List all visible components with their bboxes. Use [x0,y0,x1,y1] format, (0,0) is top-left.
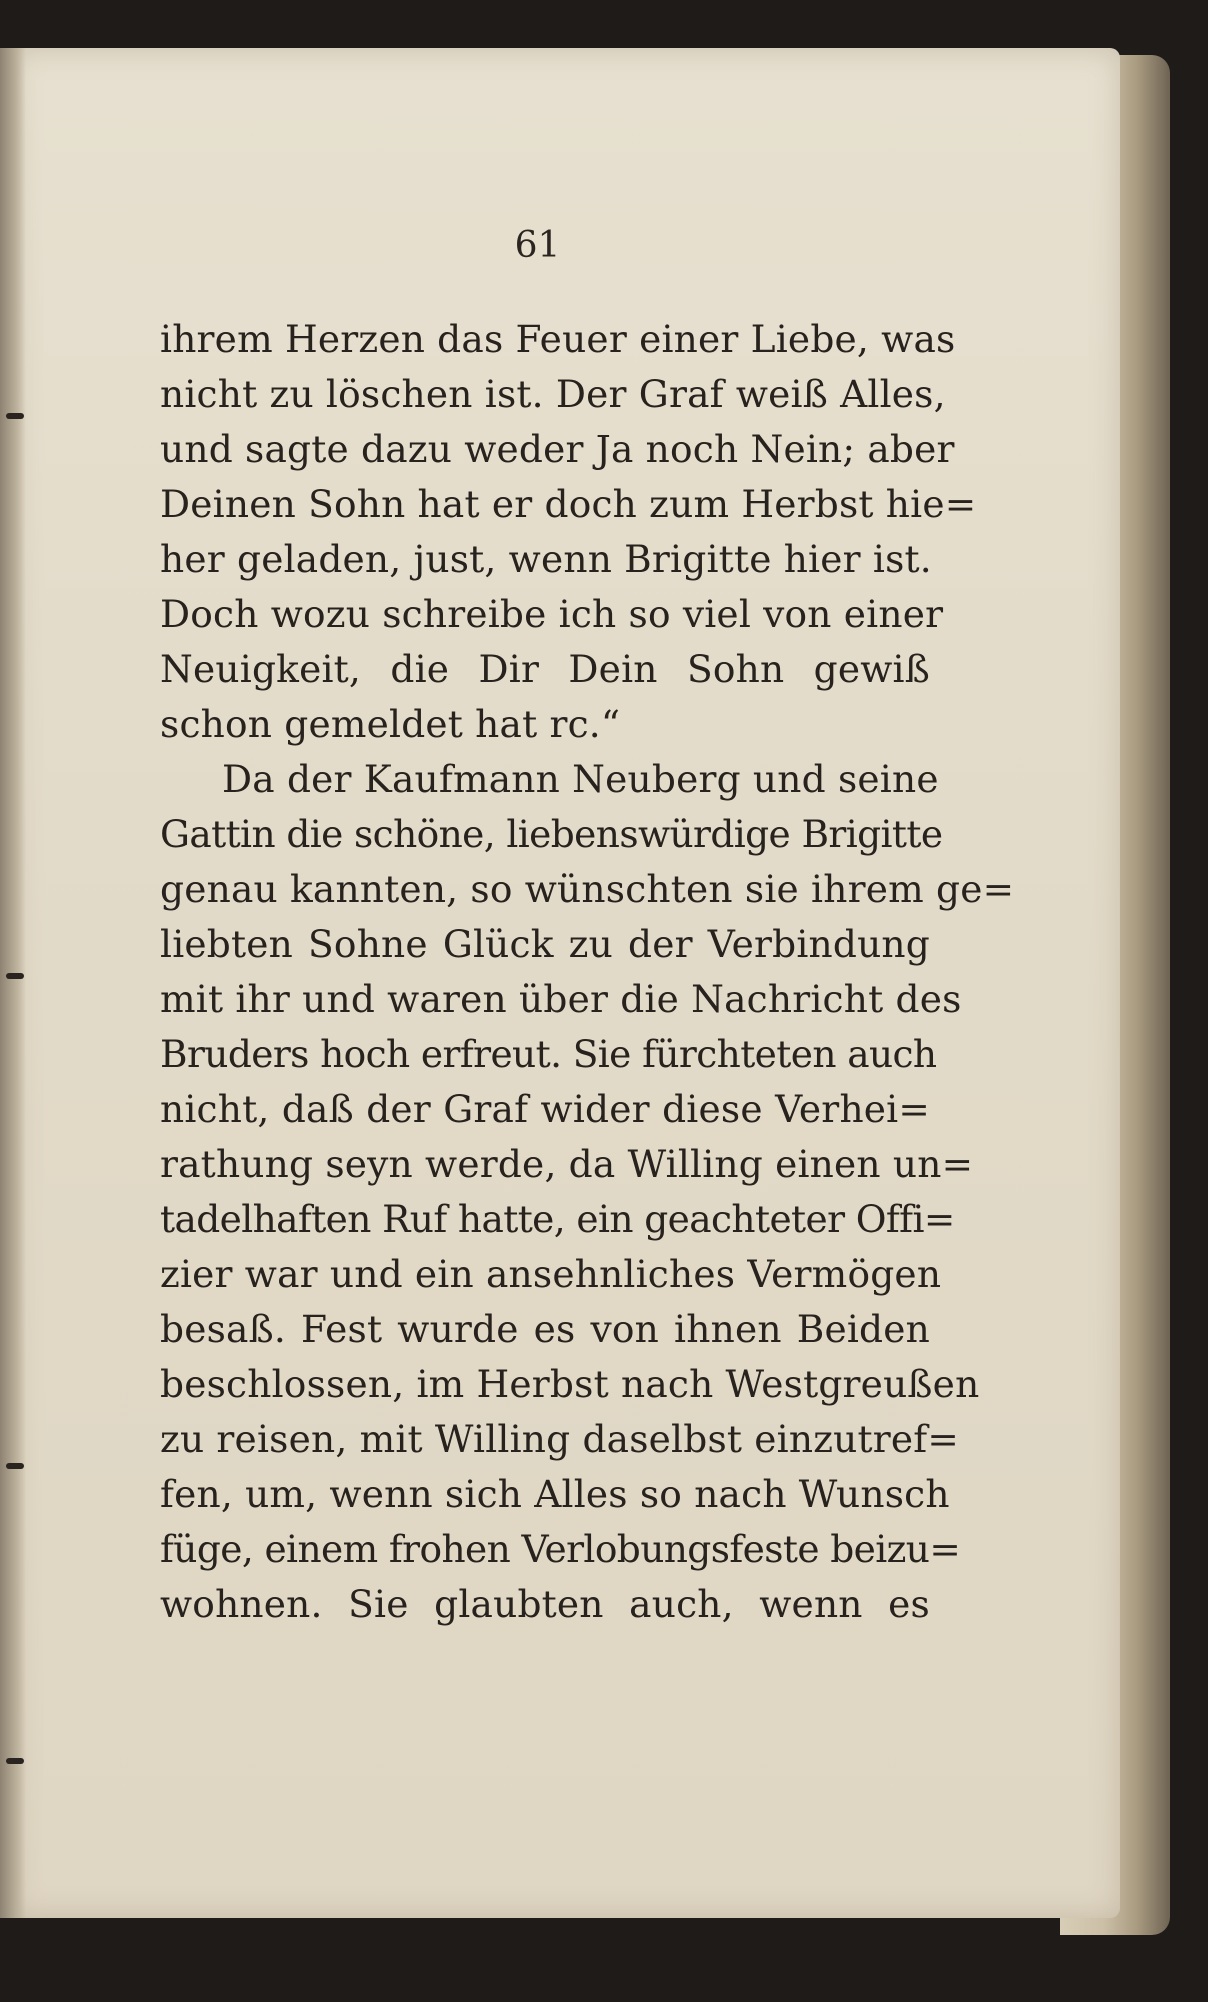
text-line: genau kannten, so wünschten sie ihrem ge= [160,867,1015,911]
text-line: Gattin die schöne, liebenswürdige Brigitte [160,812,943,856]
text-line: Bruders hoch erfreut. Sie fürchteten auch [160,1032,937,1076]
text-line: füge, einem frohen Verlobungsfeste beizu= [160,1527,961,1571]
text-line: mit ihr und waren über die Nachricht des [160,977,962,1021]
text-line: besaß. Fest wurde es von ihnen Beiden [160,1307,930,1351]
text-line: ihrem Herzen das Feuer einer Liebe, was [160,317,956,361]
binding-stitch [6,1463,24,1469]
text-line: Deinen Sohn hat er doch zum Herbst hie= [160,482,977,526]
text-line: fen, um, wenn sich Alles so nach Wunsch [160,1472,950,1516]
text-line: wohnen. Sie glaubten auch, wenn es [160,1582,930,1626]
binding-gutter [0,48,26,1918]
text-line: Neuigkeit, die Dir Dein Sohn gewiß [160,647,930,691]
text-line: und sagte dazu weder Ja noch Nein; aber [160,427,955,471]
text-line: nicht zu löschen ist. Der Graf weiß Alles, [160,372,946,416]
body-text [160,312,1015,1632]
text-line: Da der Kaufmann Neuberg und seine [222,757,939,801]
text-line: schon gemeldet hat rc.“ [160,702,621,746]
text-line: her geladen, just, wenn Brigitte hier ist. [160,537,932,581]
page-number: 61 [514,225,561,266]
text-line: rathung seyn werde, da Willing einen un= [160,1142,974,1186]
text-line: beschlossen, im Herbst nach Westgreußen [160,1362,980,1406]
text-line: liebten Sohne Glück zu der Verbindung [160,922,930,966]
text-line: zier war und ein ansehnliches Vermögen [160,1252,942,1296]
binding-stitch [6,413,24,419]
text-line: tadelhaften Ruf hatte, ein geachteter Offi= [160,1197,955,1241]
text-line: Doch wozu schreibe ich so viel von einer [160,592,944,636]
binding-stitch [6,973,24,979]
text-line: nicht, daß der Graf wider diese Verhei= [160,1087,930,1131]
binding-stitch [6,1758,24,1764]
text-line: zu reisen, mit Willing daselbst einzutref= [160,1417,960,1461]
